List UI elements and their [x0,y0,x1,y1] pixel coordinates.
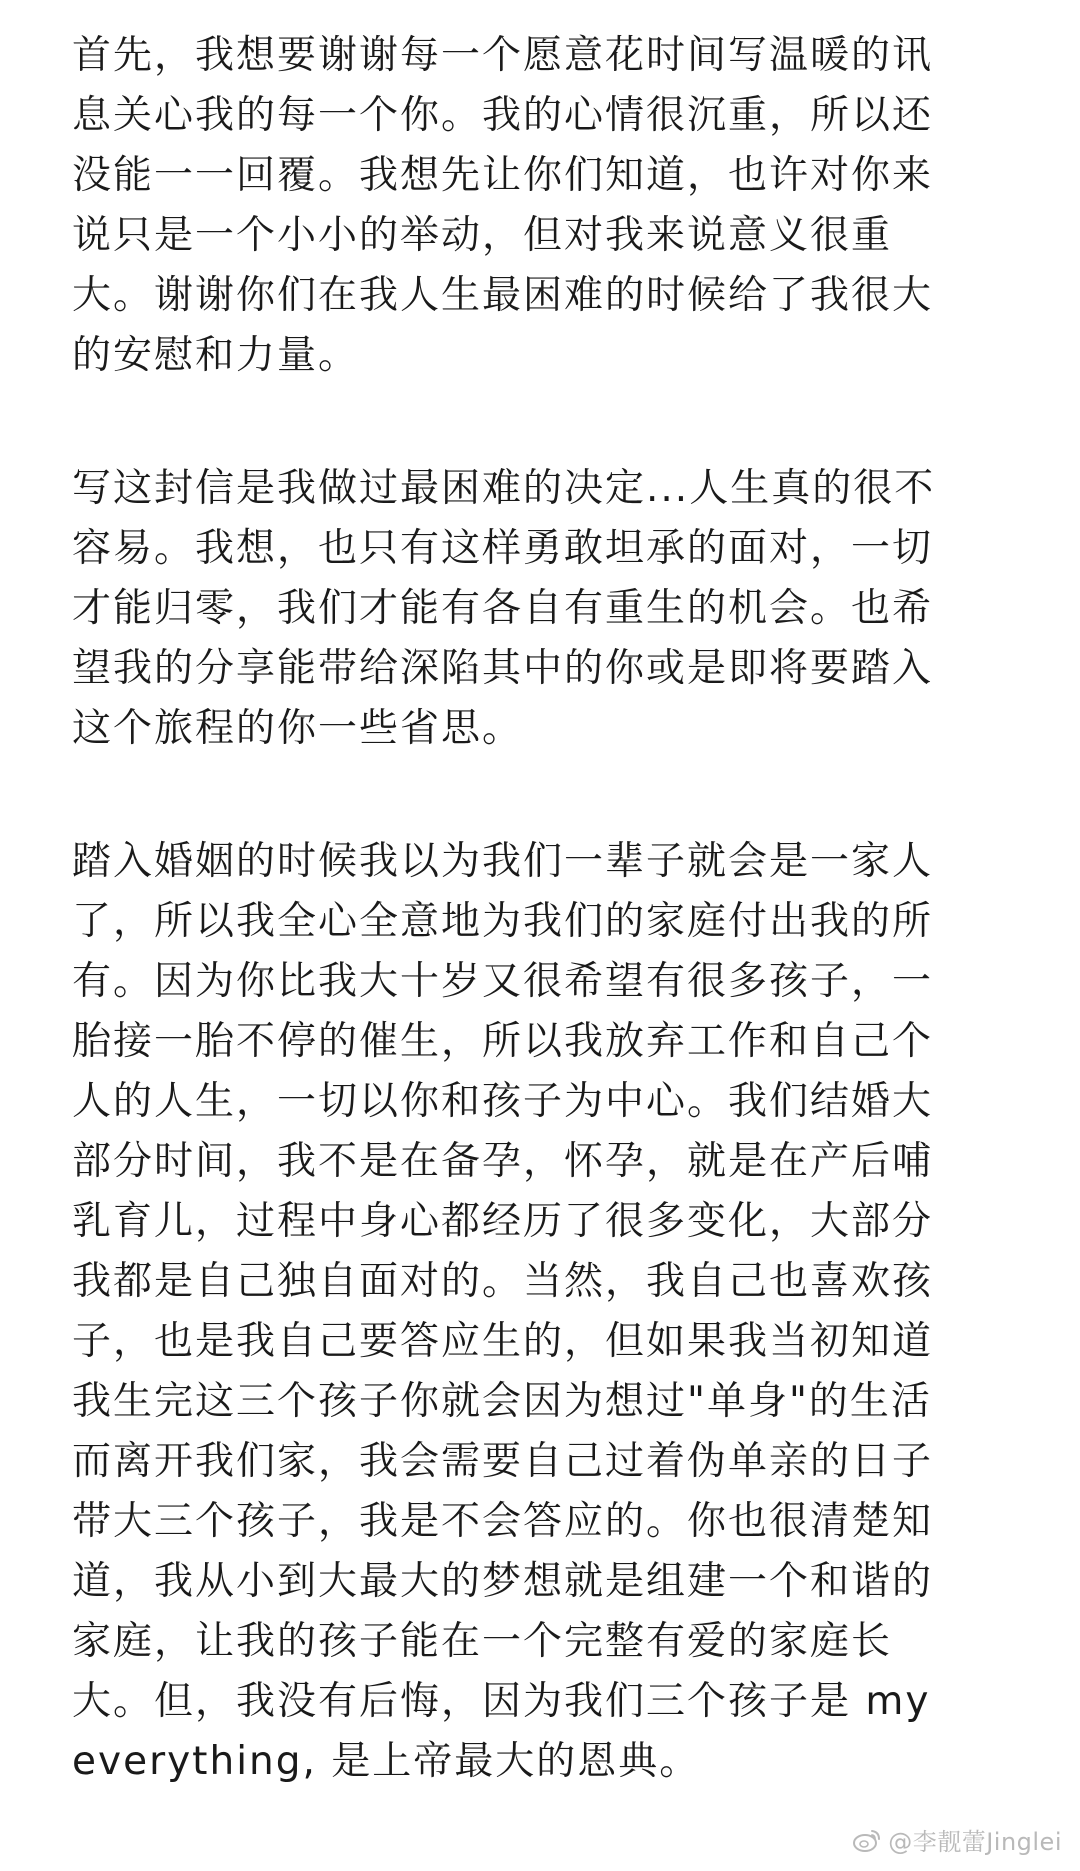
weibo-logo-icon [852,1827,882,1853]
post-body [72,26,1022,1792]
watermark-text: @李靓蕾Jinglei [888,1828,1062,1856]
paragraph-3: 踏入婚姻的时候我以为我们一辈子就会是一家人 了，所以我全心全意地为我们的家庭付出我的所 有。因为你比我大十岁又很希望有很多孩子，一 胎接一胎不停的催生，所以我放弃工作和自己个 人的人生，一切以你和孩子为中心。我们结婚大 部分时间，我不是在备孕，怀孕，就是在产后哺 乳育儿，过程中身心都经历了很多变化，大部分 我都是自己独自面对的。当然，我自己也喜欢孩 子，也是我自己要答应生的，但如果我当初知道 我生完这三个孩子你就会因为想过"单身"的生活 而离开我们家，我会需要自己过着伪单亲的日子 带大三个孩子，我是不会答应的。你也很清楚知 道，我从小到大最大的梦想就是组建一个和谐的 家庭，让我的孩子能在一个完整有爱的家庭长 大。但，我没有后悔，因为我们三个孩子是 my everything, 是上帝最大的恩典。 [72,839,934,1784]
paragraph-1: 首先，我想要谢谢每一个愿意花时间写温暖的讯 息关心我的每一个你。我的心情很沉重，所以还 没能一一回覆。我想先让你们知道，也许对你来 说只是一个小小的举动，但对我来说意义很重 大。谢谢你们在我人生最困难的时候给了我很大 的安慰和力量。 [72,33,934,378]
paragraph-2: 写这封信是我做过最困难的决定...人生真的很不 容易。我想，也只有这样勇敢坦承的面对，一切 才能归零，我们才能有各自有重生的机会。也希 望我的分享能带给深陷其中的你或是即将要踏入 这个旅程的你一些省思。 [72,466,936,751]
weibo-watermark [852,1822,1062,1857]
